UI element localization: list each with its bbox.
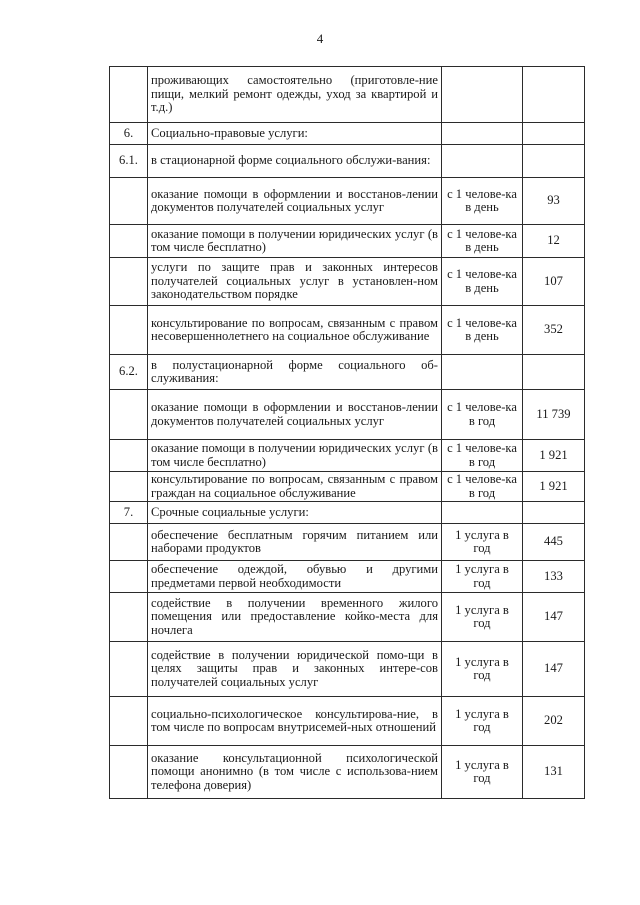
unit-cell — [442, 355, 523, 390]
price-cell: 107 — [523, 258, 585, 306]
service-name-cell: услуги по защите прав и законных интересов получателей социальных услуг в установлен-ном законодательством порядке — [148, 258, 442, 306]
service-name-cell: содействие в получении временного жилого помещения или предоставление койко-места для ночлега — [148, 593, 442, 642]
table-row — [110, 258, 585, 306]
row-number-cell — [110, 524, 148, 561]
price-cell — [523, 355, 585, 390]
page-number: 4 — [316, 31, 324, 46]
row-number-cell — [110, 225, 148, 258]
price-cell: 131 — [523, 746, 585, 799]
price-cell: 93 — [523, 178, 585, 225]
unit-cell: с 1 челове-ка в год — [442, 390, 523, 440]
price-cell: 133 — [523, 561, 585, 593]
table-row — [110, 502, 585, 524]
service-name-cell: содействие в получении юридической помо-щи в целях защиты прав и законных интере-сов получателей социальных услуг — [148, 642, 442, 697]
row-number-cell: 6. — [110, 123, 148, 145]
price-cell: 11 739 — [523, 390, 585, 440]
price-cell — [523, 123, 585, 145]
table-row — [110, 225, 585, 258]
price-cell: 352 — [523, 306, 585, 355]
row-number-cell — [110, 561, 148, 593]
service-name-cell: социально-психологическое консультирова-ние, в том числе по вопросам внутрисемей-ных отношений — [148, 697, 442, 746]
unit-cell: с 1 челове-ка в год — [442, 472, 523, 502]
service-name-cell: проживающих самостоятельно (приготовле-ние пищи, мелкий ремонт одежды, уход за квартирой и т.д.) — [148, 67, 442, 123]
service-name-cell: в полустационарной форме социального об-служивания: — [148, 355, 442, 390]
row-number-cell — [110, 746, 148, 799]
unit-cell: 1 услуга в год — [442, 593, 523, 642]
unit-cell — [442, 123, 523, 145]
service-name-cell: оказание помощи в получении юридических услуг (в том числе бесплатно) — [148, 225, 442, 258]
row-number-cell — [110, 258, 148, 306]
unit-cell — [442, 502, 523, 524]
price-cell: 147 — [523, 642, 585, 697]
service-name-cell: Срочные социальные услуги: — [148, 502, 442, 524]
row-number-cell — [110, 67, 148, 123]
service-name-cell: оказание помощи в оформлении и восстанов-лении документов получателей социальных услуг — [148, 178, 442, 225]
service-name-cell: обеспечение одеждой, обувью и другими предметами первой необходимости — [148, 561, 442, 593]
row-number-cell — [110, 390, 148, 440]
service-name-cell: оказание помощи в получении юридических услуг (в том числе бесплатно) — [148, 440, 442, 472]
service-name-cell: консультирование по вопросам, связанным с правом несовершеннолетнего на социальное обслуживание — [148, 306, 442, 355]
row-number-cell: 6.1. — [110, 145, 148, 178]
price-cell: 1 921 — [523, 472, 585, 502]
service-name-cell: Социально-правовые услуги: — [148, 123, 442, 145]
unit-cell: с 1 челове-ка в день — [442, 225, 523, 258]
row-number-cell — [110, 440, 148, 472]
service-name-cell: оказание консультационной психологической помощи анонимно (в том числе с использова-нием телефона доверия) — [148, 746, 442, 799]
table-row — [110, 697, 585, 746]
row-number-cell — [110, 697, 148, 746]
service-name-cell: консультирование по вопросам, связанным с правом граждан на социальное обслуживание — [148, 472, 442, 502]
table-row — [110, 123, 585, 145]
table-row — [110, 355, 585, 390]
unit-cell: с 1 челове-ка в день — [442, 258, 523, 306]
table-row — [110, 472, 585, 502]
service-name-cell: обеспечение бесплатным горячим питанием или наборами продуктов — [148, 524, 442, 561]
unit-cell: с 1 челове-ка в день — [442, 306, 523, 355]
table-row — [110, 178, 585, 225]
price-cell: 147 — [523, 593, 585, 642]
price-cell: 12 — [523, 225, 585, 258]
row-number-cell — [110, 642, 148, 697]
row-number-cell — [110, 472, 148, 502]
table-row — [110, 524, 585, 561]
unit-cell: 1 услуга в год — [442, 697, 523, 746]
table-row — [110, 440, 585, 472]
unit-cell: 1 услуга в год — [442, 642, 523, 697]
unit-cell: 1 услуга в год — [442, 561, 523, 593]
table-row — [110, 561, 585, 593]
price-cell — [523, 145, 585, 178]
row-number-cell — [110, 593, 148, 642]
price-cell: 1 921 — [523, 440, 585, 472]
services-table-body — [110, 67, 585, 799]
table-row — [110, 390, 585, 440]
unit-cell: 1 услуга в год — [442, 746, 523, 799]
table-row — [110, 145, 585, 178]
table-row — [110, 306, 585, 355]
price-cell — [523, 67, 585, 123]
unit-cell: с 1 челове-ка в год — [442, 440, 523, 472]
row-number-cell: 7. — [110, 502, 148, 524]
row-number-cell — [110, 178, 148, 225]
price-cell — [523, 502, 585, 524]
price-cell: 445 — [523, 524, 585, 561]
unit-cell: 1 услуга в год — [442, 524, 523, 561]
service-name-cell: оказание помощи в оформлении и восстанов-лении документов получателей социальных услуг — [148, 390, 442, 440]
table-row — [110, 746, 585, 799]
table-row — [110, 67, 585, 123]
service-name-cell: в стационарной форме социального обслужи-вания: — [148, 145, 442, 178]
unit-cell: с 1 челове-ка в день — [442, 178, 523, 225]
services-table — [109, 66, 585, 799]
row-number-cell — [110, 306, 148, 355]
price-cell: 202 — [523, 697, 585, 746]
unit-cell — [442, 145, 523, 178]
row-number-cell: 6.2. — [110, 355, 148, 390]
table-row — [110, 642, 585, 697]
table-row — [110, 593, 585, 642]
unit-cell — [442, 67, 523, 123]
